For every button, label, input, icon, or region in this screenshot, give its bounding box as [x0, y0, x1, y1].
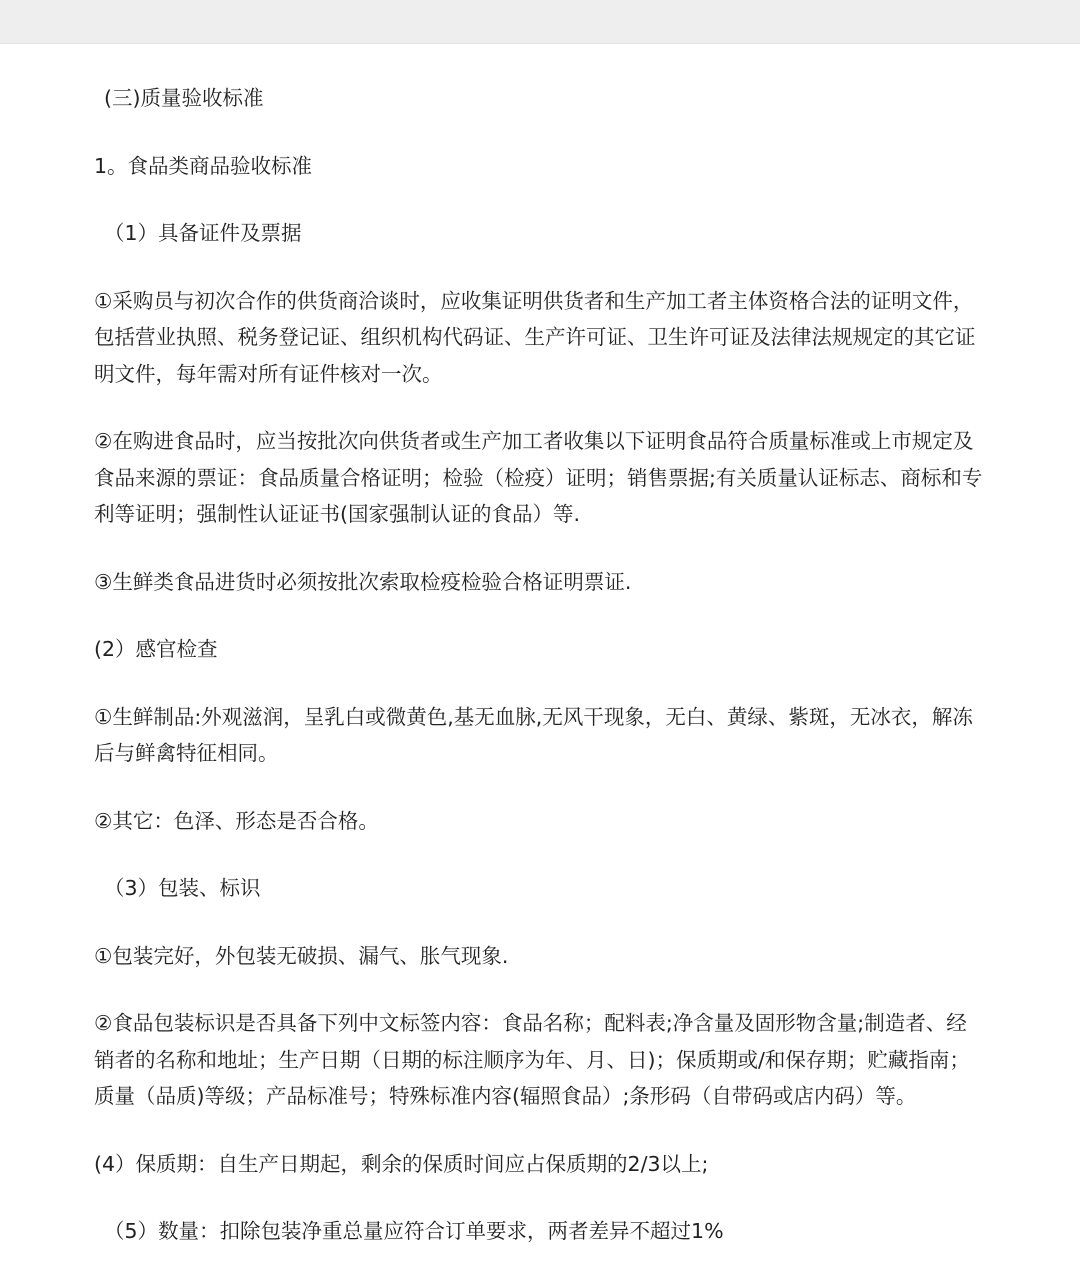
top-bar	[0, 0, 1080, 44]
section1-item3: ③生鲜类食品进货时必须按批次索取检疫检验合格证明票证.	[94, 569, 632, 594]
section1-item1: ①采购员与初次合作的供货商洽谈时，应收集证明供货者和生产加工者主体资格合法的证明文件，包括营业执照、税务登记证、组织机构代码证、生产许可证、卫生许可证及法律法规规定的其它证明文件，每年需对所有证件核对一次。	[94, 288, 976, 386]
section3-item1: ①包装完好，外包装无破损、漏气、胀气现象.	[94, 943, 509, 968]
section2-title: (2）感官检查	[94, 637, 218, 661]
section2-item1: ①生鲜制品:外观滋润，呈乳白或微黄色,基无血脉,无风干现象，无白、黄绿、紫斑，无冰衣，解冻后与鲜禽特征相同。	[94, 704, 973, 765]
heading-quality-standard: (三)质量验收标准	[104, 86, 264, 110]
section5-text: （5）数量：扣除包装净重总量应符合订单要求，两者差异不超过1%	[104, 1219, 724, 1243]
section1-item2: ②在购进食品时，应当按批次向供货者或生产加工者收集以下证明食品符合质量标准或上市规定及食品来源的票证：食品质量合格证明；检验（检疫）证明；销售票据;有关质量认证标志、商标和专利等证明；强制性认证证书(国家强制认证的食品）等.	[94, 429, 983, 526]
section2-item2: ②其它：色泽、形态是否合格。	[94, 808, 379, 833]
heading-food-standard: 1。食品类商品验收标准	[94, 153, 313, 178]
section4-text: (4）保质期：自生产日期起，剩余的保质时间应占保质期的2/3以上;	[94, 1151, 709, 1176]
section1-title: （1）具备证件及票据	[104, 221, 302, 245]
document-body	[0, 44, 1080, 1250]
section3-title: （3）包装、标识	[104, 876, 261, 900]
section3-item2: ②食品包装标识是否具备下列中文标签内容：食品名称；配料表;净含量及固形物含量;制造者、经销者的名称和地址；生产日期（日期的标注顺序为年、月、日)；保质期或/和保存期；贮藏指南；质量（品质)等级；产品标准号；特殊标准内容(辐照食品）;条形码（自带码或店内码）等。	[94, 1011, 970, 1108]
